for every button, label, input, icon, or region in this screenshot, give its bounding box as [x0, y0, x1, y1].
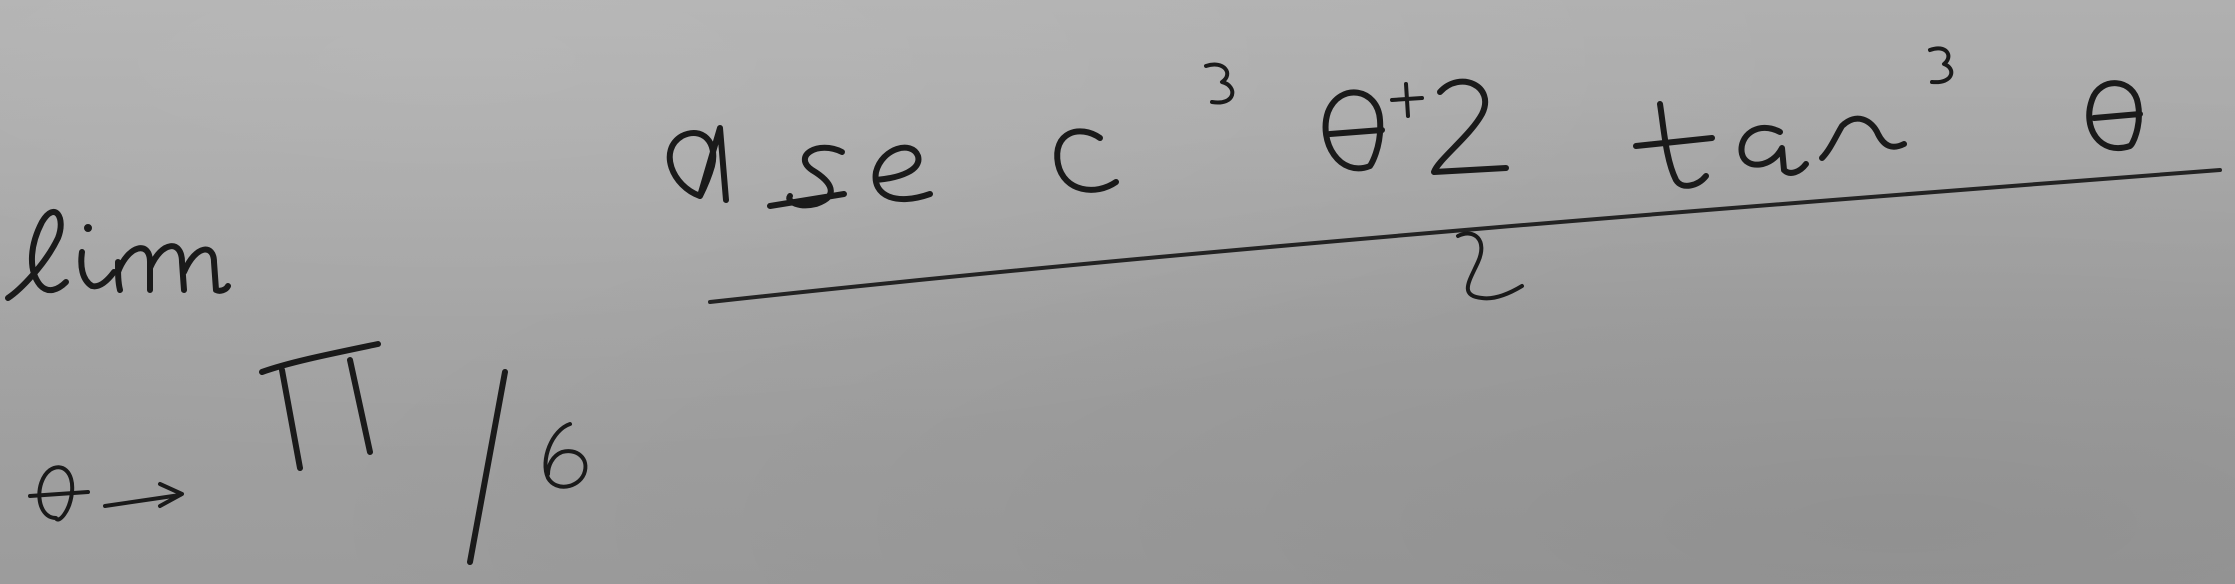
num-cube-2: [1930, 48, 1951, 82]
num-plus: [1392, 84, 1422, 116]
num-e: [876, 148, 930, 199]
limit-pi: [262, 344, 378, 468]
num-n: [1822, 119, 1904, 158]
lim-i: [81, 252, 114, 286]
limit-six: [545, 424, 585, 487]
limit-slash: [470, 372, 505, 562]
lim-i-dot: [86, 226, 90, 230]
lim-operator: [8, 212, 228, 298]
num-s: [770, 148, 844, 206]
limit-arrow: [105, 484, 182, 506]
numerator: [670, 48, 2140, 206]
limit-subscript: [30, 344, 585, 562]
lim-l: [8, 212, 66, 298]
num-t: [1636, 104, 1712, 186]
denominator-two: [1458, 234, 1522, 299]
num-c: [1057, 131, 1116, 189]
num-nine: [670, 128, 726, 200]
num-theta-1: [1326, 92, 1382, 168]
fraction-bar: [710, 170, 2220, 302]
num-two: [1434, 82, 1506, 172]
lim-m: [118, 246, 228, 291]
num-a: [1741, 128, 1806, 173]
num-theta-2: [2089, 83, 2140, 148]
num-cube-1: [1206, 65, 1232, 103]
